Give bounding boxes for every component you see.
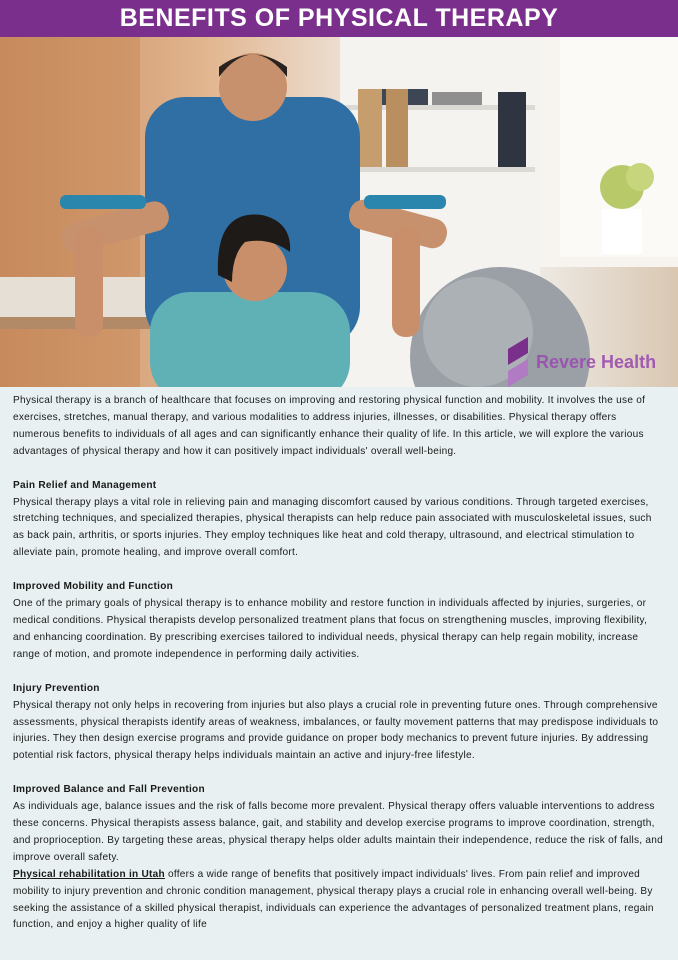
title-banner xyxy=(0,0,678,37)
section-body: As individuals age, balance issues and the risk of falls become more prevalent. Physical therapy offers valuable interventions to address these concerns. Physical therapists assess balance, gait, and stability and develop exercise programs to improve coordination, strength, and proprioception. By targeting these areas, physical therapy helps older adults maintain their independence, reduce the risk of falls, and improve overall safety. xyxy=(13,801,663,863)
section-body: One of the primary goals of physical therapy is to enhance mobility and restore function in individuals affected by injuries, surgeries, or medical conditions. Physical therapists develop personalized treatment plans that focus on strengthening muscles, improving flexibility, and enhancing coordination. By prescribing exercises tailored to individual needs, physical therapy can help regain mobility, increase range of motion, and promote independence in performing daily activities. xyxy=(13,598,648,660)
section-heading: Improved Mobility and Function xyxy=(13,581,174,593)
rehabilitation-link[interactable]: Physical rehabilitation in Utah xyxy=(13,868,165,880)
conclusion-paragraph xyxy=(13,867,665,935)
section-heading: Injury Prevention xyxy=(13,682,100,694)
section-balance xyxy=(13,782,665,867)
section-body: Physical therapy plays a vital role in relieving pain and managing discomfort caused by various conditions. Through targeted exercises, stretching techniques, and specialized therapies, physical therapists can help reduce pain associated with musculoskeletal issues, such as back pain, arthritis, or sports injuries. They employ techniques like heat and cold therapy, ultrasound, and electrical stimulation to alleviate pain, promote healing, and improve overall comfort. xyxy=(13,496,652,559)
section-heading: Pain Relief and Management xyxy=(13,479,157,491)
section-mobility xyxy=(13,579,665,664)
page-title: BENEFITS OF PHYSICAL THERAPY xyxy=(119,4,559,32)
article-body xyxy=(0,387,678,934)
section-pain-relief xyxy=(13,478,665,563)
therapy-photo-illustration xyxy=(0,37,678,387)
section-injury-prevention xyxy=(13,681,665,766)
section-heading: Improved Balance and Fall Prevention xyxy=(13,784,205,796)
intro-paragraph: Physical therapy is a branch of healthcare that focuses on improving and restoring physical function and mobility. It involves the use of exercises, stretches, manual therapy, and various modalities to address injuries, illnesses, or disabilities. Physical therapy offers numerous benefits to individuals of all ages and can significantly enhance their quality of life. In this article, we will explore the various advantages of physical therapy and how it can positively impact individuals' overall well-being. xyxy=(13,395,646,457)
section-body: Physical therapy not only helps in recovering from injuries but also plays a crucial role in preventing future ones. Through comprehensive assessments, physical therapists identify areas of weakness, imbalances, or faulty movement patterns that may predispose individuals to injuries. They then design exercise programs and provide guidance on proper body mechanics to prevent future injuries. By addressing potential risk factors, physical therapy helps individuals maintain an active and injury-free lifestyle. xyxy=(13,699,659,762)
hero-image xyxy=(0,37,678,387)
conclusion-text: offers a wide range of benefits that positively impact individuals' lives. From pain relief and improved mobility to injury prevention and chronic condition management, physical therapy plays a crucial role in enhancing overall well-being. By seeking the assistance of a skilled physical therapist, individuals can experience the advantages of personalized treatment plans, regain function, and enjoy a higher quality of life xyxy=(13,868,654,931)
logo-text: Revere Health xyxy=(536,352,657,372)
